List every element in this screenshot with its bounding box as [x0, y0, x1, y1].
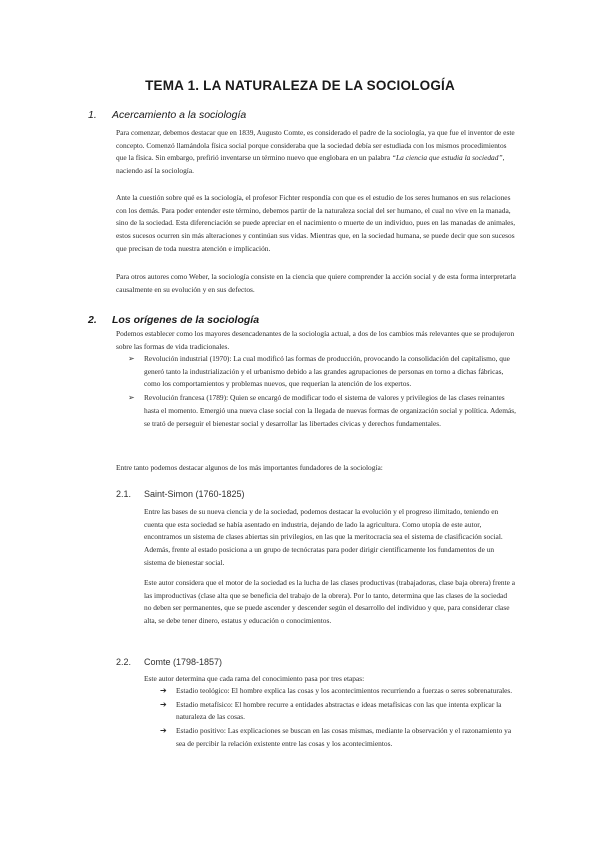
list-item-text: Estadio metafísico: El hombre recurre a entidades abstractas e ideas metafísicas con las que intenta explicar la naturaleza de las cosas.	[176, 699, 502, 722]
paragraph-weber: Para otros autores como Weber, la sociología consiste en la ciencia que quiere comprender la acción social y de esta forma interpretarla causalmente en su evolución y en sus defectos.	[116, 272, 516, 294]
paragraph-fichter: Ante la cuestión sobre qué es la sociología, el profesor Fichter respondía con que es el estudio de los seres humanos en sus relaciones con los demás. Para poder entender este término, debemos partir de la naturaleza social del ser humano, el cual no vive en la manada, sino de la sociedad. Esta diferenciación se puede apreciar en el nacimiento o muerte de un individuo, pues en las manadas de animales, estos sucesos ocurren sin más alteraciones y continúan sus vidas. Mientras que, en la sociedad humana, se puede decir que son sucesos que precisan de toda nuestra atención e implicación.	[116, 193, 516, 253]
document-title: TEMA 1. LA NATURALEZA DE LA SOCIOLOGÍA	[145, 78, 455, 93]
quoted-definition: “La ciencia que estudia la sociedad”	[391, 153, 503, 163]
revolutions-list	[128, 353, 517, 430]
subsection-number: 2.2.	[116, 657, 132, 667]
section-heading-2	[88, 314, 259, 326]
list-item	[160, 699, 516, 724]
list-item	[160, 725, 516, 750]
list-item	[160, 685, 516, 698]
list-item-text: Revolución industrial (1970): La cual modificó las formas de producción, provocando la consolidación del capitalismo, que generó tanto la industrialización y el urbanismo debido a las grandes agrupaciones de personas en torno a dichas fábricas, como los comportamientos y problemas nuevos, que requerían la atención de los expertos.	[144, 354, 510, 389]
paragraph-saint-simon-2: Este autor considera que el motor de la sociedad es la lucha de las clases productivas (trabajadoras, clase baja obrera) frente a las improductivas (clase alta que se beneficia del trabajo de la obrera). Por lo tanto, determina que las clases de la sociedad no deben ser permanentes, que se puede ascender y descender según el desarrollo del individuo y que, para considerar clase alta, se debe tener dinero, estatus y educación o conocimientos.	[144, 578, 516, 626]
paragraph-founders-intro: Entre tanto podemos destacar algunos de los más importantes fundadores de la sociología:	[116, 463, 383, 472]
list-item-text: Revolución francesa (1789): Quien se encargó de modificar todo el sistema de valores y privilegios de las clases reinantes hasta el momento. Emergió una nueva clase social con la llegada de nuevas formas de organización social y política. Además, se trató de perseguir el bienestar social y desarrollar las libertades cívicas y derechos fundamentales.	[144, 393, 517, 428]
section-title: Acercamiento a la sociología	[112, 109, 247, 121]
paragraph-comte-intro	[116, 127, 516, 178]
arrowhead-bullet-icon: ➢	[128, 354, 135, 363]
subsection-title: Saint-Simon (1760-1825)	[144, 489, 245, 499]
list-item-text: Estadio teológico: El hombre explica las cosas y los acontecimientos recurriendo a fuerzas o seres sobrenaturales.	[176, 686, 513, 695]
comte-stages-list	[160, 685, 516, 751]
section-heading-1	[88, 109, 246, 121]
list-item	[128, 353, 516, 391]
paragraph-saint-simon-1: Entre las bases de su nueva ciencia y de la sociedad, podemos destacar la evolución y el progreso ilimitado, teniendo en cuenta que esta sociedad se había asentado en industria, dejando de lado la agricultura. Como utopía de este autor, encontramos un sistema de clases abiertas sin privilegios, en las que la meritocracia sea el sistema de clasificación social. Además, frente al estado posiciona a un grupo de tecnócratas para poder dirigir científicamente los fundamentos de un sistema de bienestar social.	[144, 507, 503, 567]
arrow-bullet-icon: ➔	[160, 699, 167, 709]
arrowhead-bullet-icon: ➢	[128, 393, 135, 403]
paragraph-origins-intro: Podemos establecer como los mayores desencadenantes de la sociología actual, a dos de los cambios más relevantes que se produjeron sobre las formas de vida tradicionales.	[116, 329, 515, 351]
paragraph-text: Para comenzar, debemos destacar que en 1839, Augusto Comte, es considerado el padre de la sociología, ya que fue el inventor de este concepto. Comenzó llamándola física social porque consideraba que la sociedad debía ser estudiada con los mismos procedimientos que la física. Sin embargo, prefirió inventarse un término nuevo que englobara en un palabra	[116, 128, 515, 163]
arrow-bullet-icon: ➔	[160, 686, 167, 695]
list-item-text: Estadio positivo: Las explicaciones se buscan en las cosas mismas, mediante la observación y el razonamiento ya sea de percibir la relación existente entre las cosas y los acontecimientos.	[176, 726, 512, 748]
paragraph-comte-stages-intro: Este autor determina que cada rama del conocimiento pasa por tres etapas:	[144, 674, 365, 683]
section-title: Los orígenes de la sociología	[112, 314, 260, 326]
section-number: 2.	[88, 314, 97, 326]
list-item	[128, 392, 517, 430]
section-number: 1.	[88, 109, 97, 121]
subsection-title: Comte (1798-1857)	[144, 657, 223, 667]
paragraph-text-end: , naciendo así la sociología.	[116, 153, 505, 176]
subsection-heading-comte	[116, 657, 222, 667]
subsection-heading-saint-simon	[116, 489, 245, 499]
subsection-number: 2.1.	[116, 489, 132, 499]
arrow-bullet-icon: ➔	[160, 726, 167, 736]
